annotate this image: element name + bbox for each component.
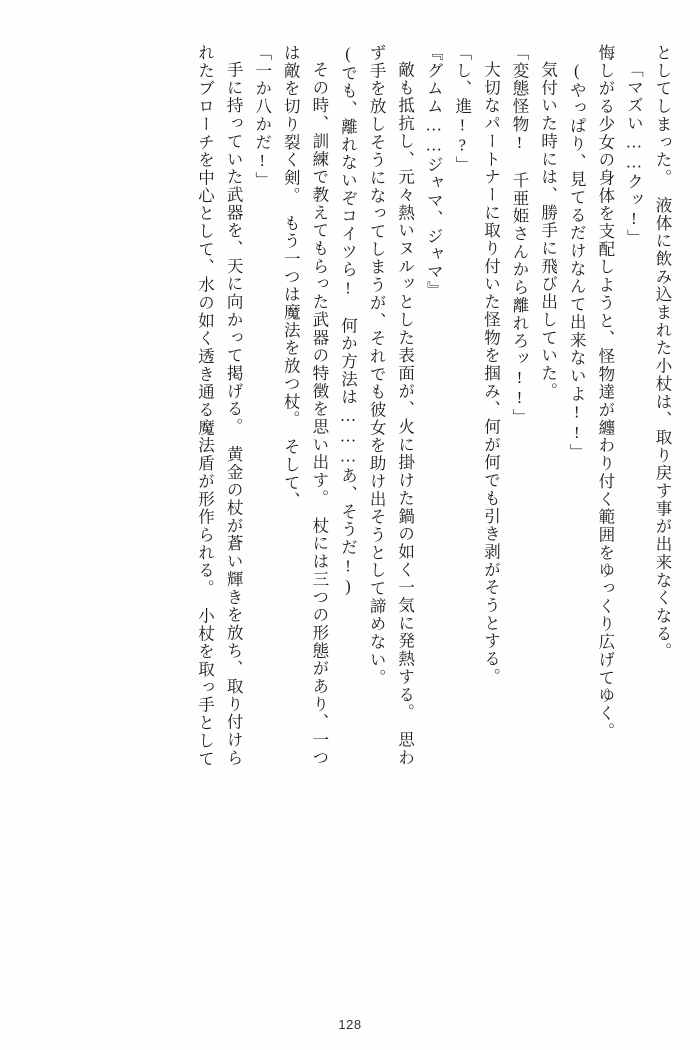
text-column: ず手を放しそうになってしまうが、それでも彼女を助け出そうとして諦めない。 bbox=[367, 44, 387, 687]
text-column: 『グムム……ジャマ、ジャマ』 bbox=[424, 44, 444, 299]
text-column: (でも、離れないぞコイツら! 何か方法は………あ、そうだ!) bbox=[338, 44, 358, 597]
text-column: 「変態怪物! 千亜姫さんから離れろッ!!」 bbox=[510, 44, 530, 427]
text-column: 「し、進!?」 bbox=[452, 44, 472, 174]
text-column: 手に持っていた武器を、天に向かって掲げる。 黄金の杖が蒼い輝きを放ち、取り付けら bbox=[224, 61, 244, 767]
text-column: 大切なパートナーに取り付いた怪物を掴み、何が何でも引き剥がそうとする。 bbox=[481, 61, 501, 686]
text-column: 「マズい……クッ!」 bbox=[624, 61, 644, 247]
text-column: その時、訓練で教えてもらった武器の特徴を思い出す。 杖には三つの形態があり、一つ bbox=[309, 61, 329, 767]
text-column: としてしまった。 液体に飲み込まれた小杖は、取り戻す事が出来なくなる。 bbox=[653, 44, 672, 661]
text-column: 敵も抵抗し、元々熱いヌルッとした表面が、火に掛けた鍋の如く一気に発熱する。 思わ bbox=[395, 61, 415, 767]
text-column: は敵を切り裂く剣。 もう一つは魔法を放つ杖。 そして、 bbox=[281, 44, 301, 510]
text-column: (やっぱり、見てるだけなんて出来ないよ!!」 bbox=[567, 61, 587, 462]
text-column: れたブローチを中心として、水の如く透き通る魔法盾が形作られる。 小杖を取っ手として bbox=[195, 44, 215, 768]
page-number: 128 bbox=[338, 1017, 362, 1032]
text-column: 悔しがる少女の身体を支配しようと、怪物達が纏わり付く範囲をゆっくり広げてゆく。 bbox=[595, 44, 615, 741]
text-column: 「一か八かだ!」 bbox=[252, 44, 272, 190]
vertical-text-body bbox=[30, 44, 670, 984]
text-column: 気付いた時には、勝手に飛び出していた。 bbox=[538, 61, 558, 401]
